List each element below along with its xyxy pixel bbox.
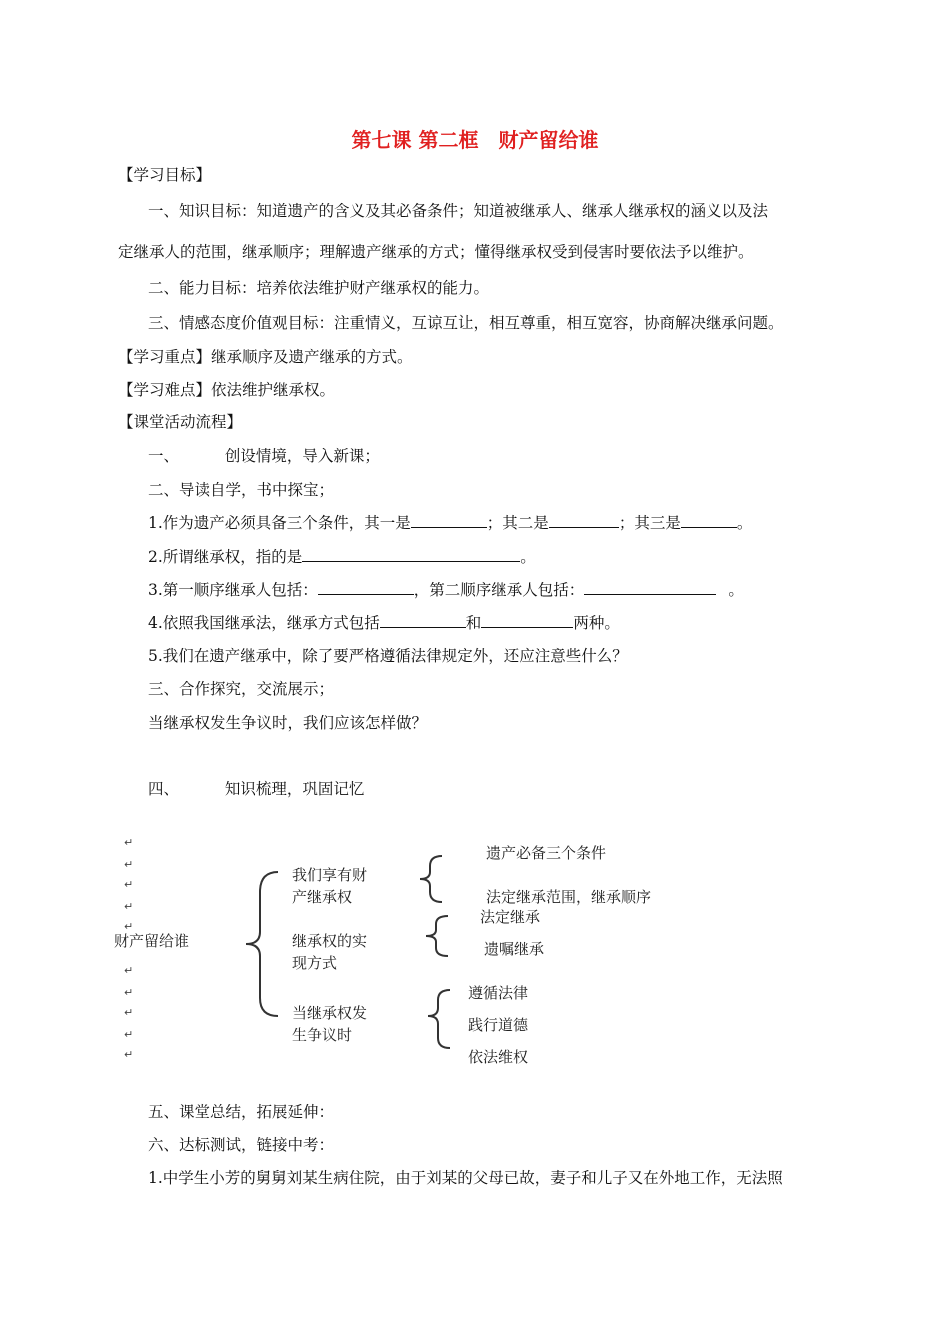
branch-3-line-2: 生争议时 <box>292 1026 353 1044</box>
branch-1-leaf-1: 遗产必备三个条件 <box>486 844 607 862</box>
branch-2-leaf-2: 遗嘱继承 <box>484 940 545 958</box>
q1-blank-2[interactable] <box>549 513 619 528</box>
q2-blank[interactable] <box>302 547 520 562</box>
step-5: 五、课堂总结，拓展延伸： <box>148 1103 335 1121</box>
key-point: 【学习重点】继承顺序及遗产继承的方式。 <box>118 348 413 366</box>
objectives-heading: 【学习目标】 <box>118 166 212 184</box>
step-4-number: 四、 <box>148 780 180 798</box>
para-mark: ↵ <box>124 858 134 871</box>
objective-ability: 二、能力目标：培养依法维护财产继承权的能力。 <box>148 279 490 297</box>
branch-2-line-1: 继承权的实 <box>292 932 368 950</box>
step-1-text: 创设情境，导入新课； <box>224 447 380 465</box>
step-4 <box>148 777 364 799</box>
q3-text-b: ，第二顺序继承人包括： <box>413 581 585 599</box>
para-mark: ↵ <box>124 878 134 891</box>
objective-attitude: 三、情感态度价值观目标：注重情义，互谅互让，相互尊重，相互宽容，协商解决继承问题。 <box>148 314 784 332</box>
para-mark: ↵ <box>124 836 134 849</box>
knowledge-mindmap <box>110 820 750 1080</box>
branch-3-leaf-3: 依法维权 <box>468 1048 529 1066</box>
step-1 <box>148 444 380 466</box>
branch-1-line-1: 我们享有财 <box>292 866 368 884</box>
branch-1-line-2: 产继承权 <box>292 888 353 906</box>
step-6: 六、达标测试，链接中考： <box>148 1136 335 1154</box>
q4-text-c: 两种。 <box>573 614 620 632</box>
q1-blank-1[interactable] <box>411 513 487 528</box>
para-mark: ↵ <box>124 900 134 913</box>
para-mark: ↵ <box>124 1028 134 1041</box>
branch-3-leaf-2: 践行道德 <box>468 1016 529 1034</box>
para-mark: ↵ <box>124 964 134 977</box>
q2-text-a: 2.所谓继承权，指的是 <box>148 548 303 566</box>
branch-3-leaf-1: 遵循法律 <box>468 984 529 1002</box>
para-mark: ↵ <box>124 1048 134 1061</box>
q4-blank-1[interactable] <box>380 613 466 628</box>
branch-2-line-2: 现方式 <box>292 954 338 972</box>
q1-text-a: 1.作为遗产必须具备三个条件，其一是 <box>148 514 411 532</box>
page-title: 第七课 第二框 财产留给谁 <box>351 128 599 152</box>
q1-text-d: 。 <box>736 514 753 532</box>
para-mark: ↵ <box>124 1006 134 1019</box>
q1-text-b: ；其二是 <box>486 514 549 532</box>
q3-text-c: 。 <box>728 581 744 599</box>
brace-branch-2 <box>426 916 448 956</box>
objective-knowledge-cont: 定继承人的范围，继承顺序；理解遗产继承的方式；懂得继承权受到侵害时要依法予以维护。 <box>118 243 754 261</box>
branch-1-leaf-2: 法定继承范围，继承顺序 <box>486 888 652 906</box>
para-mark: ↵ <box>124 920 134 933</box>
brace-branch-1 <box>420 856 442 902</box>
q1-blank-3[interactable] <box>681 513 737 528</box>
q4-blank-2[interactable] <box>481 613 573 628</box>
q3-text-a: 3.第一顺序继承人包括： <box>148 581 318 599</box>
q4-text-b: 和 <box>465 614 482 632</box>
q3-blank-1[interactable] <box>318 580 414 595</box>
step-1-number: 一、 <box>148 447 180 465</box>
question-3 <box>148 578 744 600</box>
question-5: 5.我们在遗产继承中，除了要严格遵循法律规定外，还应注意些什么？ <box>148 647 628 665</box>
q3-blank-2[interactable] <box>584 580 716 595</box>
mindmap-braces <box>110 820 750 1080</box>
q2-text-b: 。 <box>520 548 536 566</box>
step-2: 二、导读自学，书中探宝； <box>148 481 335 499</box>
question-2 <box>148 545 536 567</box>
mindmap-root: 财产留给谁 <box>114 932 190 950</box>
branch-3-line-1: 当继承权发 <box>292 1004 368 1022</box>
q1-text-c: ；其三是 <box>618 514 681 532</box>
brace-branch-3 <box>428 990 450 1048</box>
objective-knowledge: 一、知识目标：知道遗产的含义及其必备条件；知道被继承人、继承人继承权的涵义以及法 <box>148 202 769 220</box>
step-3-question: 当继承权发生争议时，我们应该怎样做？ <box>148 714 428 732</box>
main-brace <box>246 872 278 1016</box>
step-3: 三、合作探究，交流展示； <box>148 680 335 698</box>
test-question-1: 1.中学生小芳的舅舅刘某生病住院，由于刘某的父母已故，妻子和儿子又在外地工作，无法照 <box>148 1169 783 1187</box>
question-1 <box>148 511 752 533</box>
para-mark: ↵ <box>124 986 134 999</box>
branch-2-leaf-1: 法定继承 <box>480 908 541 926</box>
difficulty: 【学习难点】依法维护继承权。 <box>118 381 336 399</box>
step-4-text: 知识梳理，巩固记忆 <box>224 780 365 798</box>
question-4 <box>148 611 620 633</box>
q4-text-a: 4.依照我国继承法，继承方式包括 <box>148 614 380 632</box>
process-heading: 【课堂活动流程】 <box>118 413 243 431</box>
